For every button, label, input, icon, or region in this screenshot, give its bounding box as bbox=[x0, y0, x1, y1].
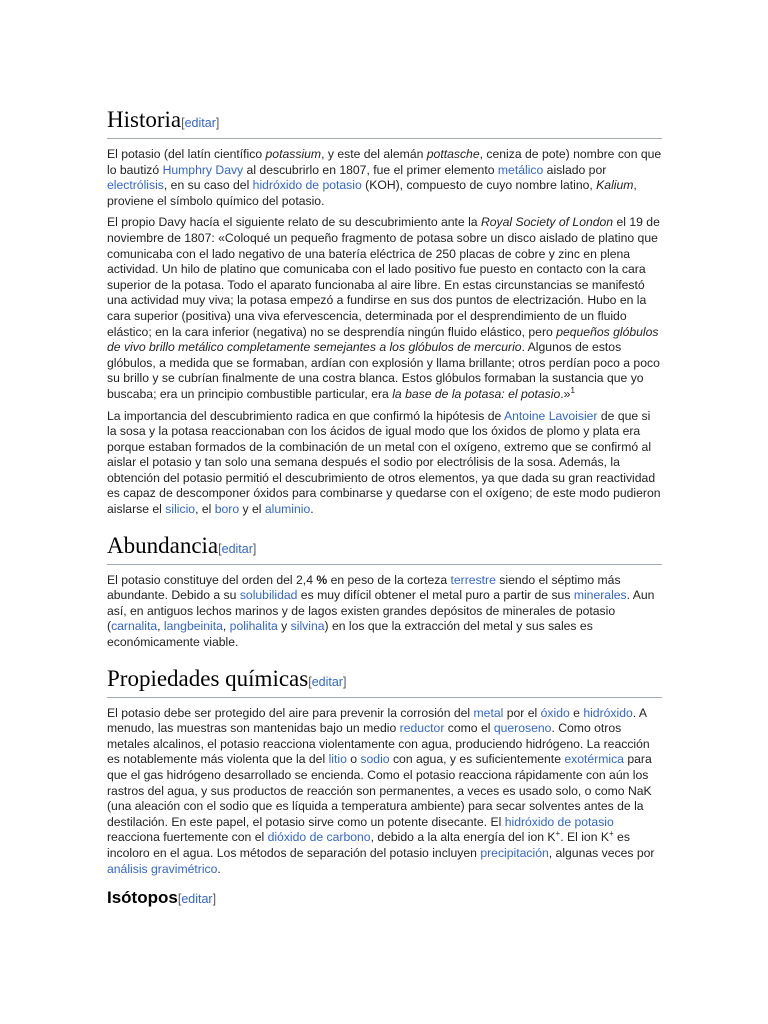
link-humphry-davy[interactable]: Humphry Davy bbox=[162, 162, 244, 177]
paragraph bbox=[107, 409, 662, 518]
italic-text: pottasche bbox=[426, 147, 480, 161]
link-hidroxido-de-potasio[interactable]: hidróxido de potasio bbox=[252, 178, 362, 193]
text: es muy difícil obtener el metal puro a partir de sus bbox=[297, 588, 574, 603]
link-carnalita[interactable]: carnalita bbox=[111, 619, 158, 634]
text: y bbox=[277, 619, 291, 634]
link-oxido[interactable]: óxido bbox=[540, 705, 570, 720]
link-polihalita[interactable]: polihalita bbox=[229, 619, 278, 634]
text: . bbox=[217, 861, 221, 876]
text: , bbox=[157, 619, 164, 634]
edit-label[interactable]: editar bbox=[181, 892, 213, 907]
italic-text: potassium bbox=[265, 147, 322, 161]
link-hidroxido-de-potasio[interactable]: hidróxido de potasio bbox=[504, 814, 614, 829]
text: en peso de la corteza bbox=[327, 572, 451, 587]
text: . Algunos de estos glóbulos, a medida que se formaban, ardían con explosión y llama brillante; otros perdían poco a poco su brillo y se cubrían finalmente de una costra blanca. Estos glóbulos formaban la sustancia que yo buscaba; era un principio combustible particular, era bbox=[107, 340, 660, 401]
paragraph bbox=[107, 706, 662, 878]
reference-marker[interactable]: 1 bbox=[570, 385, 575, 395]
link-exotermica[interactable]: exotérmica bbox=[564, 752, 624, 767]
text: El potasio constituye del orden del 2,4 bbox=[107, 572, 317, 587]
link-dioxido-de-carbono[interactable]: dióxido de carbono bbox=[267, 830, 371, 845]
section-title: Propiedades químicas bbox=[107, 665, 309, 691]
superscript: + bbox=[609, 829, 614, 839]
link-reductor[interactable]: reductor bbox=[399, 721, 445, 736]
paragraph bbox=[107, 573, 662, 651]
text: al descubrirlo en 1807, fue el primer elemento bbox=[243, 162, 498, 177]
text: , bbox=[222, 619, 230, 634]
edit-link-abundancia[interactable]: [editar] bbox=[218, 541, 257, 556]
italic-text: Royal Society of London bbox=[480, 215, 614, 230]
link-metalico[interactable]: metálico bbox=[497, 162, 544, 177]
text: . A menudo, las muestras son mantenidas bajo un medio bbox=[107, 705, 647, 736]
link-litio[interactable]: litio bbox=[328, 752, 347, 767]
paragraph bbox=[107, 215, 662, 402]
text: o bbox=[346, 752, 361, 767]
text: y el bbox=[239, 502, 265, 517]
text: reacciona fuertemente con el bbox=[107, 830, 268, 845]
section-heading-isotopos bbox=[107, 887, 662, 910]
link-solubilidad[interactable]: solubilidad bbox=[239, 588, 298, 603]
link-langbeinita[interactable]: langbeinita bbox=[163, 619, 223, 634]
text: ) en los que la extracción del metal y sus sales es económicamente viable. bbox=[107, 619, 593, 650]
link-sodio[interactable]: sodio bbox=[360, 752, 390, 767]
link-electrolisis[interactable]: electrólisis bbox=[107, 178, 164, 193]
link-minerales[interactable]: minerales bbox=[573, 588, 627, 603]
text: El propio Davy hacía el siguiente relato de su descubrimiento ante la bbox=[107, 215, 481, 230]
edit-label[interactable]: editar bbox=[221, 541, 253, 556]
text: El potasio (del latín científico bbox=[107, 147, 266, 161]
superscript: + bbox=[555, 829, 561, 839]
italic-text: la base de la potasa: el potasio bbox=[392, 386, 561, 401]
link-queroseno[interactable]: queroseno bbox=[493, 721, 552, 736]
link-terrestre[interactable]: terrestre bbox=[450, 572, 496, 587]
text: , ceniza de pote) nombre con que lo bautizó bbox=[107, 147, 662, 177]
text: , debido a la alta energía del ion K bbox=[370, 830, 556, 845]
article-content bbox=[107, 106, 662, 910]
section-title: Isótopos bbox=[107, 888, 178, 908]
link-hidroxido[interactable]: hidróxido bbox=[583, 705, 633, 720]
link-antoine-lavoisier[interactable]: Antoine Lavoisier bbox=[504, 408, 598, 423]
italic-text: pequeños glóbulos de vivo brillo metálico completamente semejantes a los glóbulos de mercurio bbox=[107, 324, 659, 355]
edit-link-propiedades[interactable]: [editar] bbox=[308, 674, 347, 689]
text: . Aun así, en antiguos lechos marinos y de lagos existen grandes depósitos de minerales de potasio ( bbox=[107, 588, 655, 634]
paragraph bbox=[107, 147, 662, 209]
text: . bbox=[310, 502, 314, 517]
bold-text: % bbox=[316, 572, 328, 587]
text: .» bbox=[560, 386, 571, 401]
link-metal[interactable]: metal bbox=[473, 705, 504, 720]
edit-label[interactable]: editar bbox=[311, 674, 343, 689]
text: e bbox=[569, 705, 584, 720]
link-silicio[interactable]: silicio bbox=[165, 502, 196, 517]
edit-link-historia[interactable]: [editar] bbox=[181, 116, 220, 130]
section-heading-historia bbox=[107, 106, 662, 139]
text: (KOH), compuesto de cuyo nombre latino, bbox=[361, 178, 597, 193]
text: con agua, y es suficientemente bbox=[389, 752, 565, 767]
link-aluminio[interactable]: aluminio bbox=[264, 502, 311, 517]
text: , algunas veces por bbox=[548, 845, 655, 860]
text: por el bbox=[503, 705, 541, 720]
text: , y este del alemán bbox=[321, 147, 427, 161]
section-heading-propiedades bbox=[107, 665, 662, 698]
edit-label[interactable]: editar bbox=[184, 116, 216, 130]
text: aislado por bbox=[543, 162, 607, 177]
text: , proviene el símbolo químico del potasio. bbox=[107, 178, 637, 208]
section-title: Historia bbox=[107, 107, 182, 132]
text: para que el gas hidrógeno desarrollado se encienda. Como el potasio reacciona rápidamente con aún los rastros del agua, y sus productos de reacción son permanentes, a veces es usado solo, o como NaK (una aleación con el sodio que es líquida a temperatura ambiente) para secar solventes antes de la destilación. En este papel, el potasio sirve como un potente disecante. El bbox=[107, 752, 652, 829]
text: el 19 de noviembre de 1807: «Coloqué un pequeño fragmento de potasa sobre un disco aislado de platino que comunicaba con el lado negativo de una batería eléctrica de 250 placas de cobre y zinc en plena actividad. Un hilo de platino que comunicaba con el lado positivo fue puesto en contacto con la cara superior de la potasa. Todo el aparato funcionaba al aire libre. En estas circunstancias se manifestó una actividad muy viva; la potasa empezó a fundirse en sus dos puntos de electrización. Hubo en la cara superior (positiva) una viva efervescencia, determinada por el desprendimiento de un fluido elástico; en la cara inferior (negativa) no se desprendía ningún fluido elástico, pero bbox=[107, 215, 660, 339]
link-silvina[interactable]: silvina bbox=[290, 619, 325, 634]
text: . El ion K bbox=[560, 830, 609, 845]
link-precipitacion[interactable]: precipitación bbox=[480, 845, 549, 860]
text: , en su caso del bbox=[163, 178, 253, 193]
text: El potasio debe ser protegido del aire para prevenir la corrosión del bbox=[107, 705, 474, 720]
link-boro[interactable]: boro bbox=[214, 502, 240, 517]
text: de que si la sosa y la potasa reaccionaban con los ácidos de igual modo que los óxidos de plomo y plata era porque estaban formados de la combinación de un metal con el oxígeno, extremo que se confirmó al aislar el potasio y tan solo una semana después el sodio por electrólisis de la sosa. Además, la obtención del potasio permitió el descubrimiento de otros elementos, ya que dada su gran reactividad es capaz de descomponer óxidos para combinarse y quedarse con el oxígeno; de este modo pudieron aislarse el bbox=[107, 408, 661, 517]
link-analisis-gravimetrico[interactable]: análisis gravimétrico bbox=[107, 861, 218, 876]
text: , el bbox=[195, 502, 215, 517]
section-gap bbox=[107, 657, 662, 665]
text: es incoloro en el agua. Los métodos de separación del potasio incluyen bbox=[107, 830, 630, 860]
text: como el bbox=[444, 721, 494, 736]
text: . Como otros metales alcalinos, el potasio reacciona violentamente con agua, produciendo hidrógeno. La reacción es notablemente más violenta que la del bbox=[107, 721, 650, 767]
text: siendo el séptimo más abundante. Debido a su bbox=[107, 572, 621, 603]
italic-text: Kalium bbox=[596, 178, 634, 193]
edit-link-isotopos[interactable]: [editar] bbox=[177, 892, 217, 907]
section-heading-abundancia bbox=[107, 532, 662, 565]
section-title: Abundancia bbox=[107, 532, 219, 558]
section-gap bbox=[107, 524, 662, 532]
text: La importancia del descubrimiento radica en que confirmó la hipótesis de bbox=[107, 408, 504, 423]
